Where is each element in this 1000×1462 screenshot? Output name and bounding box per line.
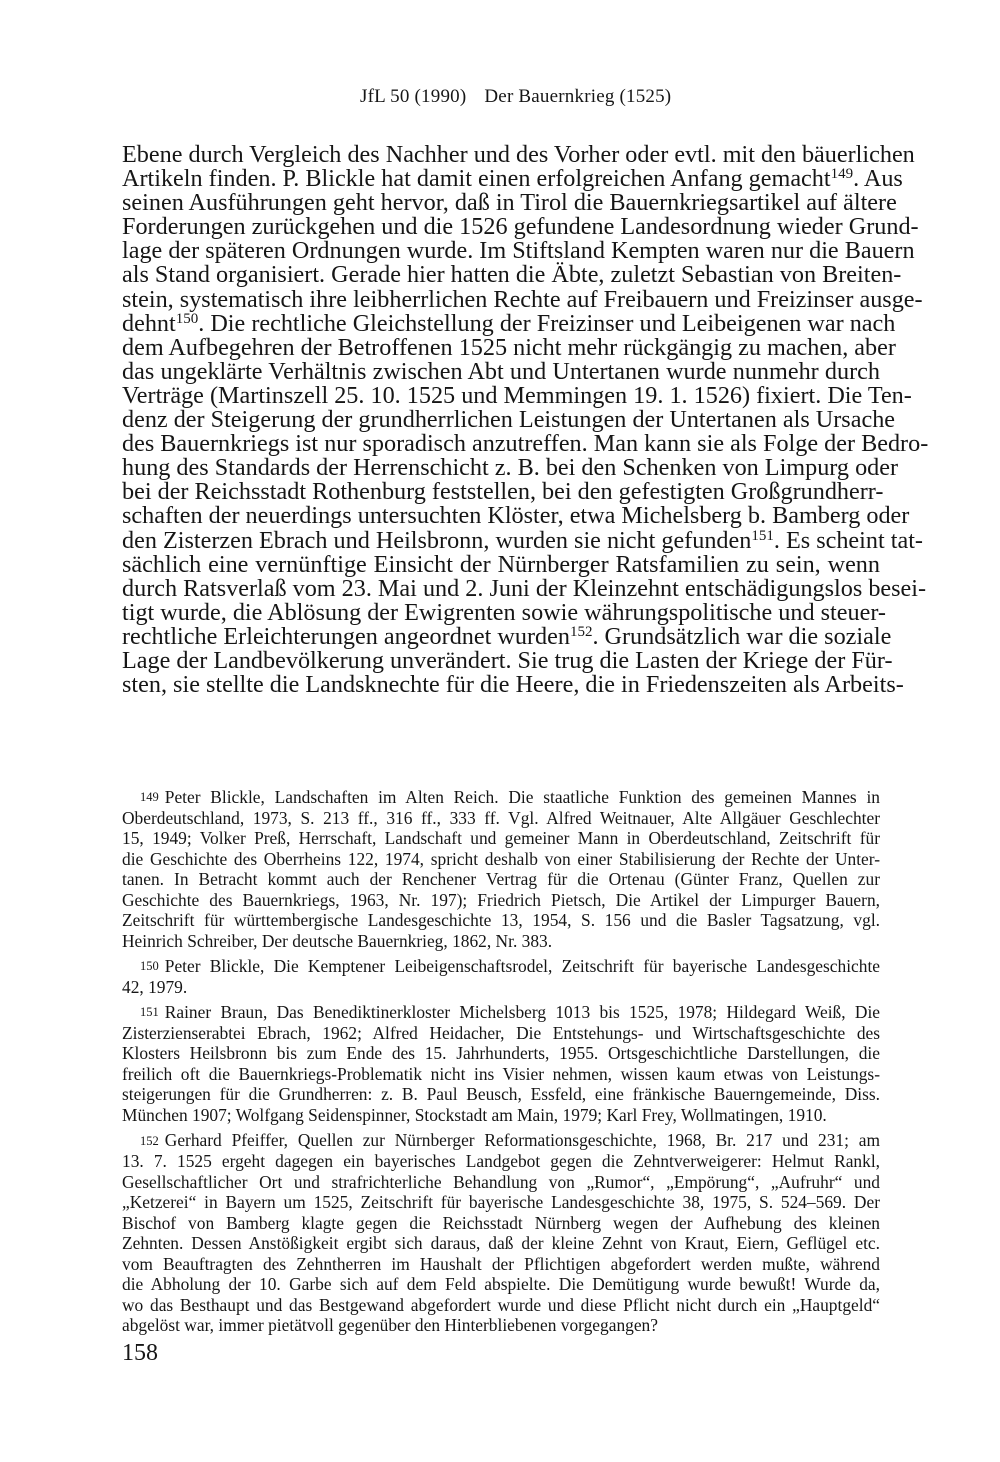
footnote-line xyxy=(122,1043,880,1064)
footnote-line xyxy=(122,1192,880,1213)
text-line-main: hung des Standards der Herrenschicht z. B. bei den Schenken von Limpurg oder xyxy=(122,454,899,482)
text-line xyxy=(122,333,896,361)
footnote-line xyxy=(122,1130,880,1151)
text-line-continuation: . Aus xyxy=(853,165,903,193)
footnote-151 xyxy=(122,1002,880,1125)
text-line xyxy=(122,502,910,530)
text-line xyxy=(122,671,904,699)
text-line xyxy=(122,309,896,337)
footnote-number: 152 xyxy=(140,1133,159,1148)
footnote-line xyxy=(122,869,880,890)
footnote-text: Gesellschaftlicher Ort und strafrichterliche Behandlung von „Rumor“, „Empörung“, „Aufruhr“ und xyxy=(122,1171,880,1192)
footnote-text: freilich oft die Bauernkriegs-Problematik nicht ins Visier nehmen, wissen kaum etwas von Leistungs- xyxy=(122,1063,880,1084)
footnote-text: 42, 1979. xyxy=(122,976,188,997)
footnote-line xyxy=(122,1023,880,1044)
text-line-main: tigt wurde, die Ablösung der Ewigrenten sowie währungspolitische und steuer- xyxy=(122,598,886,626)
footnote-line xyxy=(122,1002,880,1023)
text-line xyxy=(122,189,897,217)
footnote-text: Zisterzienserabtei Ebrach, 1962; Alfred Heidacher, Die Entstehungs- und Wirtschaftsgeschichte des xyxy=(122,1022,880,1043)
footnote-text: Heinrich Schreiber, Der deutsche Bauernkrieg, 1862, Nr. 383. xyxy=(122,930,553,951)
footnote-number: 150 xyxy=(140,959,159,974)
footnote-line xyxy=(122,1233,880,1254)
text-line-continuation: . Die rechtliche Gleichstellung der Freizinser und Leibeigenen war nach xyxy=(198,309,896,337)
footnote-line xyxy=(122,1315,880,1336)
footnote-text: abgelöst war, immer pietätvoll gegenüber den Hinterbliebenen vorgegangen? xyxy=(122,1315,658,1335)
footnote-reference[interactable]: 151 xyxy=(751,527,774,544)
text-line xyxy=(122,598,886,626)
text-line-main: den Zisterzen Ebrach und Heilsbronn, wurden sie nicht gefunden xyxy=(122,526,752,554)
footnote-line xyxy=(122,1064,880,1085)
text-line-main: seinen Ausführungen geht hervor, daß in Tirol die Bauernkriegsartikel auf ältere xyxy=(122,189,897,217)
footnote-152 xyxy=(122,1130,880,1335)
footnote-text: die Abholung der 10. Garbe sich auf dem Feld abspielte. Die Demütigung wurde bewußt! Wurde da, xyxy=(122,1274,880,1294)
footnote-text: Peter Blickle, Die Kemptener Leibeigenschaftsrodel, Zeitschrift für bayerische Landesgeschichte xyxy=(164,956,880,977)
text-line xyxy=(122,646,893,674)
text-line xyxy=(122,478,884,506)
footnote-reference[interactable]: 152 xyxy=(569,623,593,640)
text-line xyxy=(122,574,927,602)
footnote-line xyxy=(122,1295,880,1316)
text-line-continuation: . Grundsätzlich war die soziale xyxy=(592,622,892,650)
text-line-main: lage der späteren Ordnungen wurde. Im Stiftsland Kempten waren nur die Bauern xyxy=(122,237,915,265)
text-line xyxy=(122,381,912,409)
journal-reference: JfL 50 (1990) xyxy=(360,86,467,107)
running-title: Der Bauernkrieg (1525) xyxy=(484,86,672,107)
text-line xyxy=(122,285,923,313)
footnote-line xyxy=(122,977,880,998)
footnote-text: 13. 7. 1525 ergeht dagegen ein bayerisches Landgebot gegen die Zehntverweigerer: Helmut Rankl, xyxy=(122,1151,880,1171)
footnote-line xyxy=(122,1105,880,1126)
text-line-main: Verträge (Martinszell 25. 10. 1525 und Memmingen 19. 1. 1526) fixiert. Die Ten- xyxy=(122,381,912,409)
footnote-line xyxy=(122,931,880,952)
footnote-text: wo das Besthaupt und das Bestgewand abgefordert wurde und diese Pflicht nicht durch ein „Hauptgeld“ xyxy=(122,1294,880,1315)
text-line-main: das ungeklärte Verhältnis zwischen Abt und Untertanen wurde nunmehr durch xyxy=(122,357,880,385)
footnote-line xyxy=(122,1084,880,1105)
text-line xyxy=(122,454,899,482)
text-line-main: schaften der neuerdings untersuchten Klöster, etwa Michelsberg b. Bamberg oder xyxy=(122,502,910,530)
footnote-text: „Ketzerei“ in Bayern um 1525, Zeitschrift für bayerische Landesgeschichte 38, 1975, S. 524–569. Der xyxy=(122,1192,880,1212)
footnote-text: Oberdeutschland, 1973, S. 213 ff., 316 ff., 333 ff. Vgl. Alfred Weitnauer, Alte Allgäuer Geschlechter xyxy=(122,807,880,828)
text-line xyxy=(122,141,915,168)
text-line-main: rechtliche Erleichterungen angeordnet wurden xyxy=(122,622,570,650)
footnote-text: Zeitschrift für württembergische Landesgeschichte 13, 1954, S. 156 und die Basler Tagsatzung, vgl. xyxy=(122,910,880,931)
footnote-150 xyxy=(122,956,880,997)
text-line-main: als Stand organisiert. Gerade hier hatten die Äbte, zuletzt Sebastian von Breiten- xyxy=(122,261,902,289)
footnote-text: vom Beauftragten des Zehntherren im Haushalt der Pflichtigen abgefordert werden mußte, während xyxy=(122,1253,880,1274)
text-line xyxy=(122,526,923,554)
footnote-reference[interactable]: 150 xyxy=(175,310,199,327)
running-header xyxy=(360,86,671,108)
text-line xyxy=(122,430,929,458)
footnote-text: die Geschichte des Oberrheins 122, 1974, spricht deshalb von einer Stabilisierung der Rechte der Unter- xyxy=(122,848,880,869)
text-line-main: Ebene durch Vergleich des Nachher und des Vorher oder evtl. mit den bäuerlichen xyxy=(122,141,915,168)
footnotes xyxy=(122,787,880,1336)
text-line-main: des Bauernkriegs ist nur sporadisch anzutreffen. Man kann sie als Folge der Bedro- xyxy=(122,430,929,458)
text-line-main: stein, systematisch ihre leibherrlichen Rechte auf Freibauern und Freizinser ausge- xyxy=(122,285,923,313)
footnote-text: Peter Blickle, Landschaften im Alten Reich. Die staatliche Funktion des gemeinen Mannes in xyxy=(164,787,880,807)
footnote-line xyxy=(122,890,880,911)
text-line xyxy=(122,357,880,385)
footnote-line xyxy=(122,1254,880,1275)
main-text xyxy=(122,141,929,699)
footnote-line xyxy=(122,828,880,849)
text-line xyxy=(122,165,903,193)
text-line-continuation: . Es scheint tat- xyxy=(773,526,923,554)
footnote-line xyxy=(122,808,880,829)
text-line-main: dem Aufbegehren der Betroffenen 1525 nicht mehr rückgängig zu machen, aber xyxy=(122,333,896,361)
footnote-line xyxy=(122,1151,880,1172)
footnote-line xyxy=(122,1274,880,1295)
text-line-main: Artikeln finden. P. Blickle hat damit einen erfolgreichen Anfang gemacht xyxy=(122,165,831,193)
text-line-main: denz der Steigerung der grundherrlichen Leistungen der Untertanen als Ursache xyxy=(122,406,896,434)
footnote-text: 15, 1949; Volker Preß, Herrschaft, Landschaft und gemeiner Mann in Oberdeutschland, Zeitschrift für xyxy=(122,828,880,849)
footnote-149 xyxy=(122,787,880,951)
text-line-main: Forderungen zurückgehen und die 1526 gefundene Landesordnung wieder Grund- xyxy=(122,213,919,241)
footnote-text: München 1907; Wolfgang Seidenspinner, Stockstadt am Main, 1979; Karl Frey, Wollmatingen, 1910. xyxy=(122,1104,827,1125)
text-line-main: dehnt xyxy=(122,309,176,337)
footnote-line xyxy=(122,787,880,808)
footnote-reference[interactable]: 149 xyxy=(830,165,854,182)
footnote-text: Bischof von Bamberg klagte gegen die Reichsstadt Nürnberg wegen der Aufhebung des kleinen xyxy=(122,1212,880,1233)
footnote-text: Gerhard Pfeiffer, Quellen zur Nürnberger Reformationsgeschichte, 1968, Br. 217 und 231; am xyxy=(164,1130,880,1151)
text-line-main: sächlich eine vernünftige Einsicht der Nürnberger Ratsfamilien zu sein, wenn xyxy=(122,550,880,578)
footnote-line xyxy=(122,1213,880,1234)
footnote-text: steigerungen für die Grundherren: z. B. Paul Beusch, Essfeld, eine fränkische Bauerngemeinde, Diss. xyxy=(122,1084,880,1105)
text-line xyxy=(122,622,892,650)
text-line xyxy=(122,406,896,434)
footnote-text: Rainer Braun, Das Benediktinerkloster Michelsberg 1013 bis 1525, 1978; Hildegard Weiß, Die xyxy=(164,1002,880,1023)
footnote-number: 151 xyxy=(140,1005,159,1020)
text-line-main: sten, sie stellte die Landsknechte für die Heere, die in Friedenszeiten als Arbeits- xyxy=(122,671,904,699)
footnote-text: Zehnten. Dessen Anstößigkeit ergibt sich daraus, daß der kleine Zehnt von Kraut, Eiern, Geflügel etc. xyxy=(122,1233,880,1253)
footnote-line xyxy=(122,910,880,931)
footnote-number: 149 xyxy=(140,790,159,805)
text-line xyxy=(122,213,919,241)
footnote-text: Geschichte des Bauernkriegs, 1963, Nr. 197); Friedrich Pietsch, Die Artikel der Limpurger Bauern, xyxy=(122,889,880,910)
text-line xyxy=(122,237,915,265)
text-line-main: bei der Reichsstadt Rothenburg feststellen, bei den gefestigten Großgrundherr- xyxy=(122,478,884,506)
text-line xyxy=(122,261,902,289)
footnote-text: Klosters Heilsbronn bis zum Ende des 15. Jahrhunderts, 1955. Ortsgeschichtliche Darstellungen, die xyxy=(122,1043,880,1064)
footnote-text: tanen. In Betracht kommt auch der Renchener Vertrag für die Ortenau (Günter Franz, Quellen zur xyxy=(122,869,880,890)
text-line-main: Lage der Landbevölkerung unverändert. Sie trug die Lasten der Kriege der Für- xyxy=(122,646,893,674)
text-line-main: durch Ratsverlaß vom 23. Mai und 2. Juni der Kleinzehnt entschädigungslos besei- xyxy=(122,574,927,602)
footnote-line xyxy=(122,1172,880,1193)
text-line xyxy=(122,550,880,578)
footnote-line xyxy=(122,849,880,870)
page-number: 158 xyxy=(122,1340,158,1366)
footnote-line xyxy=(122,956,880,977)
